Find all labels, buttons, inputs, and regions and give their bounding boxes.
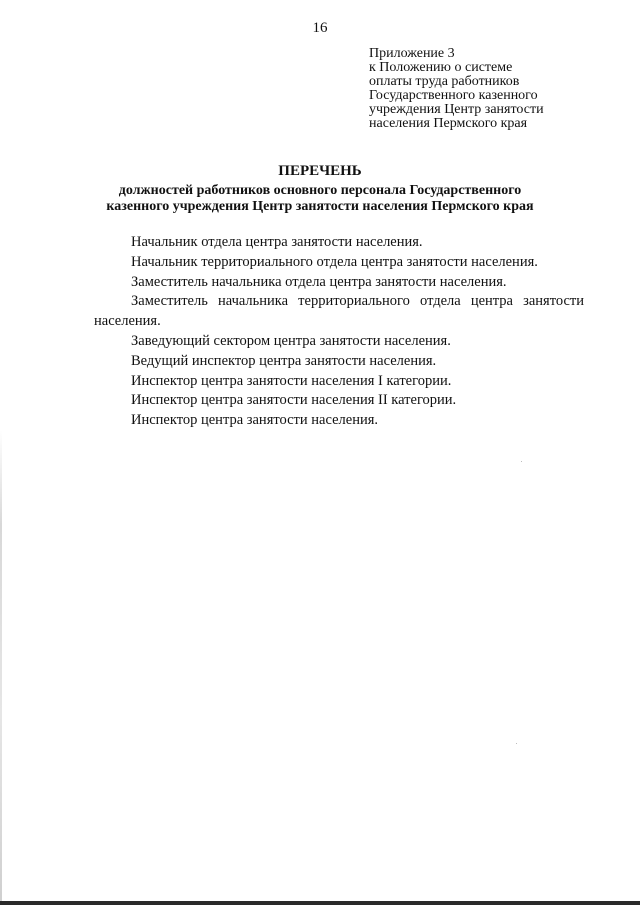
position-item: Заместитель начальника отдела центра занятости населения. [131, 273, 507, 290]
position-item: Начальник отдела центра занятости населения. [131, 234, 423, 250]
document-subtitle [0, 183, 640, 215]
scan-speck [516, 743, 517, 744]
document-title: ПЕРЕЧЕНЬ [278, 163, 362, 179]
positions-list [94, 233, 584, 431]
appendix-line: учреждения Центр занятости [369, 102, 544, 117]
position-item: Инспектор центра занятости населения. [131, 412, 379, 429]
position-item: Заместитель начальника территориального отдела центра занятости населения. [94, 293, 584, 330]
appendix-line: населения Пермского края [369, 116, 528, 131]
appendix-note [369, 47, 619, 131]
scan-speck [521, 461, 522, 462]
page-number: 16 [312, 20, 328, 36]
subtitle-line: казенного учреждения Центр занятости населения Пермского края [106, 199, 534, 214]
position-item: Начальник территориального отдела центра занятости населения. [131, 253, 538, 270]
appendix-line: Государственного казенного [369, 88, 538, 103]
subtitle-line: должностей работников основного персонала Государственного [118, 183, 522, 198]
appendix-line: Приложение 3 [369, 46, 455, 61]
appendix-line: к Положению о системе [369, 60, 513, 75]
appendix-line: оплаты труда работников [369, 74, 520, 89]
position-item: Ведущий инспектор центра занятости населения. [131, 352, 437, 369]
position-item: Инспектор центра занятости населения I категории. [131, 372, 452, 389]
scan-edge-shadow [0, 430, 2, 905]
scan-bottom-border [0, 901, 640, 905]
position-item: Инспектор центра занятости населения II категории. [131, 392, 457, 409]
position-item: Заведующий сектором центра занятости населения. [131, 332, 451, 349]
